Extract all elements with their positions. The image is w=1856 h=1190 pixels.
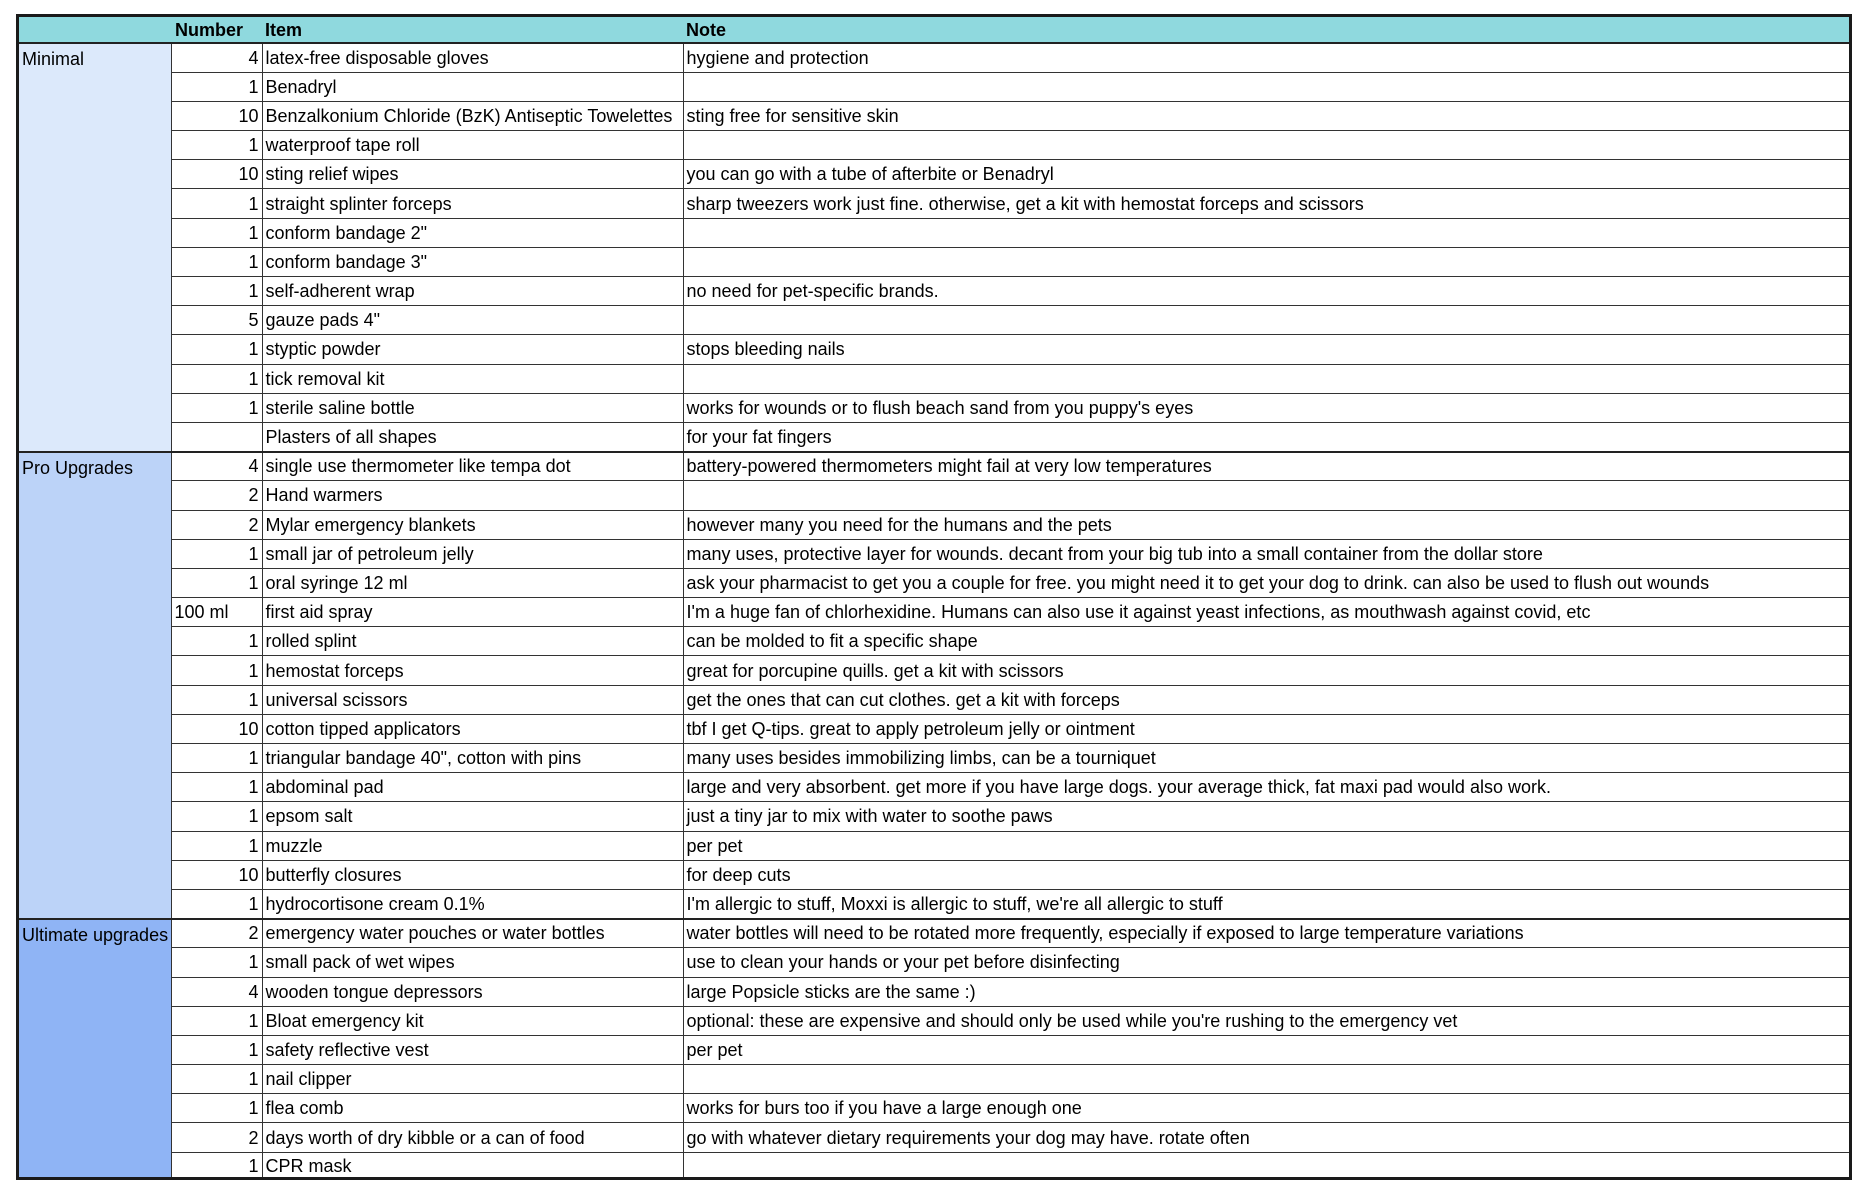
note-cell[interactable]: for your fat fingers (683, 422, 1849, 451)
note-cell[interactable]: per pet (683, 1035, 1849, 1064)
item-cell[interactable]: sterile saline bottle (262, 393, 683, 422)
note-cell[interactable]: get the ones that can cut clothes. get a kit with forceps (683, 685, 1849, 714)
number-cell[interactable]: 1 (171, 539, 262, 568)
table-row (19, 714, 1849, 743)
number-cell[interactable]: 10 (171, 860, 262, 889)
number-cell[interactable]: 1 (171, 1065, 262, 1094)
item-cell[interactable]: flea comb (262, 1094, 683, 1123)
item-cell[interactable]: emergency water pouches or water bottles (262, 919, 683, 948)
number-cell[interactable]: 1 (171, 685, 262, 714)
number-cell[interactable]: 1 (171, 393, 262, 422)
table-row (19, 889, 1849, 918)
item-cell[interactable]: conform bandage 3" (262, 247, 683, 276)
number-cell[interactable]: 1 (171, 948, 262, 977)
note-cell[interactable]: many uses, protective layer for wounds. decant from your big tub into a small container from the dollar store (683, 539, 1849, 568)
item-cell[interactable]: conform bandage 2" (262, 218, 683, 247)
note-cell[interactable] (683, 364, 1849, 393)
item-cell[interactable]: Bloat emergency kit (262, 1006, 683, 1035)
table-row (19, 101, 1849, 130)
item-cell[interactable]: Mylar emergency blankets (262, 510, 683, 539)
table-row (19, 160, 1849, 189)
note-cell[interactable]: you can go with a tube of afterbite or Benadryl (683, 160, 1849, 189)
table-row (19, 1035, 1849, 1064)
note-cell[interactable]: sting free for sensitive skin (683, 101, 1849, 130)
number-cell[interactable]: 10 (171, 101, 262, 130)
note-cell[interactable]: sharp tweezers work just fine. otherwise, get a kit with hemostat forceps and scissors (683, 189, 1849, 218)
table-row (19, 977, 1849, 1006)
item-cell[interactable]: tick removal kit (262, 364, 683, 393)
table-row (19, 1152, 1849, 1180)
item-cell[interactable]: wooden tongue depressors (262, 977, 683, 1006)
number-cell[interactable]: 1 (171, 1152, 262, 1180)
table-row (19, 218, 1849, 247)
number-cell[interactable]: 4 (171, 43, 262, 72)
number-cell[interactable]: 1 (171, 1094, 262, 1123)
note-cell[interactable] (683, 1065, 1849, 1094)
note-cell[interactable] (683, 72, 1849, 101)
number-cell[interactable]: 4 (171, 452, 262, 481)
item-cell[interactable]: nail clipper (262, 1065, 683, 1094)
table-row (19, 393, 1849, 422)
spreadsheet (16, 14, 1852, 1180)
category-cell[interactable]: Minimal (19, 43, 171, 452)
number-cell[interactable]: 1 (171, 744, 262, 773)
item-cell[interactable]: butterfly closures (262, 860, 683, 889)
table-row (19, 452, 1849, 481)
note-cell[interactable]: large Popsicle sticks are the same :) (683, 977, 1849, 1006)
header-category[interactable] (19, 17, 171, 43)
table-row (19, 656, 1849, 685)
note-cell[interactable]: optional: these are expensive and should only be used while you're rushing to the emergency vet (683, 1006, 1849, 1035)
number-cell[interactable]: 1 (171, 802, 262, 831)
table-row (19, 43, 1849, 72)
table-row (19, 335, 1849, 364)
number-cell[interactable]: 1 (171, 568, 262, 597)
table-row (19, 539, 1849, 568)
table-row (19, 1123, 1849, 1152)
item-cell[interactable]: gauze pads 4" (262, 306, 683, 335)
note-cell[interactable] (683, 131, 1849, 160)
note-cell[interactable]: battery-powered thermometers might fail at very low temperatures (683, 452, 1849, 481)
table-row (19, 860, 1849, 889)
header-item[interactable]: Item (262, 17, 683, 43)
item-cell[interactable]: small pack of wet wipes (262, 948, 683, 977)
item-cell[interactable]: small jar of petroleum jelly (262, 539, 683, 568)
item-cell[interactable]: hydrocortisone cream 0.1% (262, 889, 683, 918)
number-cell[interactable]: 1 (171, 218, 262, 247)
item-cell[interactable]: epsom salt (262, 802, 683, 831)
item-cell[interactable]: rolled splint (262, 627, 683, 656)
table-row (19, 598, 1849, 627)
item-cell[interactable]: Hand warmers (262, 481, 683, 510)
item-cell[interactable]: Benadryl (262, 72, 683, 101)
table-row (19, 72, 1849, 101)
item-cell[interactable]: latex-free disposable gloves (262, 43, 683, 72)
note-cell[interactable]: hygiene and protection (683, 43, 1849, 72)
note-cell[interactable]: great for porcupine quills. get a kit with scissors (683, 656, 1849, 685)
number-cell[interactable]: 1 (171, 277, 262, 306)
number-cell[interactable]: 1 (171, 656, 262, 685)
number-cell[interactable]: 2 (171, 510, 262, 539)
item-cell[interactable]: Plasters of all shapes (262, 422, 683, 451)
table-row (19, 422, 1849, 451)
note-cell[interactable] (683, 1152, 1849, 1180)
number-cell[interactable]: 1 (171, 364, 262, 393)
number-cell[interactable]: 10 (171, 714, 262, 743)
note-cell[interactable] (683, 218, 1849, 247)
item-cell[interactable]: straight splinter forceps (262, 189, 683, 218)
number-cell[interactable]: 1 (171, 1006, 262, 1035)
item-cell[interactable]: triangular bandage 40", cotton with pins (262, 744, 683, 773)
item-cell[interactable]: hemostat forceps (262, 656, 683, 685)
header-number[interactable]: Number (171, 17, 262, 43)
number-cell[interactable]: 1 (171, 72, 262, 101)
note-cell[interactable]: no need for pet-specific brands. (683, 277, 1849, 306)
item-cell[interactable]: safety reflective vest (262, 1035, 683, 1064)
table-row (19, 364, 1849, 393)
note-cell[interactable]: just a tiny jar to mix with water to soothe paws (683, 802, 1849, 831)
number-cell[interactable]: 1 (171, 1035, 262, 1064)
number-cell[interactable]: 1 (171, 131, 262, 160)
note-cell[interactable]: stops bleeding nails (683, 335, 1849, 364)
number-cell[interactable] (171, 422, 262, 451)
table-row (19, 306, 1849, 335)
number-cell[interactable]: 2 (171, 481, 262, 510)
note-cell[interactable] (683, 306, 1849, 335)
table-row (19, 685, 1849, 714)
table-body (19, 43, 1849, 1180)
note-cell[interactable]: large and very absorbent. get more if you have large dogs. your average thick, fat maxi pad would also work. (683, 773, 1849, 802)
number-cell[interactable]: 2 (171, 1123, 262, 1152)
note-cell[interactable]: per pet (683, 831, 1849, 860)
note-cell[interactable]: many uses besides immobilizing limbs, can be a tourniquet (683, 744, 1849, 773)
table-row (19, 189, 1849, 218)
item-cell[interactable]: CPR mask (262, 1152, 683, 1180)
item-cell[interactable]: styptic powder (262, 335, 683, 364)
note-cell[interactable]: can be molded to fit a specific shape (683, 627, 1849, 656)
item-cell[interactable]: universal scissors (262, 685, 683, 714)
table-row (19, 1006, 1849, 1035)
table-row (19, 773, 1849, 802)
number-cell[interactable]: 4 (171, 977, 262, 1006)
table-row (19, 831, 1849, 860)
header-note[interactable]: Note (683, 17, 1849, 43)
number-cell[interactable]: 1 (171, 627, 262, 656)
note-cell[interactable]: tbf I get Q-tips. great to apply petroleum jelly or ointment (683, 714, 1849, 743)
first-aid-kit-table (19, 17, 1849, 1180)
item-cell[interactable]: single use thermometer like tempa dot (262, 452, 683, 481)
number-cell[interactable]: 10 (171, 160, 262, 189)
table-row (19, 568, 1849, 597)
note-cell[interactable]: water bottles will need to be rotated more frequently, especially if exposed to large temperature variations (683, 919, 1849, 948)
table-row (19, 948, 1849, 977)
number-cell[interactable]: 1 (171, 247, 262, 276)
number-cell[interactable]: 1 (171, 889, 262, 918)
table-row (19, 510, 1849, 539)
note-cell[interactable]: use to clean your hands or your pet before disinfecting (683, 948, 1849, 977)
item-cell[interactable]: oral syringe 12 ml (262, 568, 683, 597)
note-cell[interactable]: works for burs too if you have a large enough one (683, 1094, 1849, 1123)
table-row (19, 481, 1849, 510)
note-cell[interactable]: I'm a huge fan of chlorhexidine. Humans can also use it against yeast infections, as mouthwash against covid, etc (683, 598, 1849, 627)
note-cell[interactable]: for deep cuts (683, 860, 1849, 889)
item-cell[interactable]: abdominal pad (262, 773, 683, 802)
table-row (19, 802, 1849, 831)
table-row (19, 1065, 1849, 1094)
note-cell[interactable]: works for wounds or to flush beach sand from you puppy's eyes (683, 393, 1849, 422)
item-cell[interactable]: first aid spray (262, 598, 683, 627)
number-cell[interactable]: 1 (171, 773, 262, 802)
item-cell[interactable]: Benzalkonium Chloride (BzK) Antiseptic Towelettes (262, 101, 683, 130)
item-cell[interactable]: self-adherent wrap (262, 277, 683, 306)
table-row (19, 131, 1849, 160)
note-cell[interactable]: go with whatever dietary requirements your dog may have. rotate often (683, 1123, 1849, 1152)
note-cell[interactable]: I'm allergic to stuff, Moxxi is allergic to stuff, we're all allergic to stuff (683, 889, 1849, 918)
table-row (19, 919, 1849, 948)
table-row (19, 744, 1849, 773)
note-cell[interactable] (683, 481, 1849, 510)
table-row (19, 247, 1849, 276)
note-cell[interactable] (683, 247, 1849, 276)
number-cell[interactable]: 1 (171, 189, 262, 218)
table-row (19, 1094, 1849, 1123)
number-cell[interactable]: 1 (171, 335, 262, 364)
number-cell[interactable]: 100 ml (171, 598, 262, 627)
number-cell[interactable]: 5 (171, 306, 262, 335)
number-cell[interactable]: 1 (171, 831, 262, 860)
table-row (19, 627, 1849, 656)
item-cell[interactable]: sting relief wipes (262, 160, 683, 189)
item-cell[interactable]: waterproof tape roll (262, 131, 683, 160)
note-cell[interactable]: however many you need for the humans and the pets (683, 510, 1849, 539)
category-cell[interactable]: Ultimate upgrades (19, 919, 171, 1180)
item-cell[interactable]: days worth of dry kibble or a can of food (262, 1123, 683, 1152)
note-cell[interactable]: ask your pharmacist to get you a couple for free. you might need it to get your dog to drink. can also be used to flush out wounds (683, 568, 1849, 597)
header-row (19, 17, 1849, 43)
category-cell[interactable]: Pro Upgrades (19, 452, 171, 919)
table-row (19, 277, 1849, 306)
number-cell[interactable]: 2 (171, 919, 262, 948)
item-cell[interactable]: muzzle (262, 831, 683, 860)
item-cell[interactable]: cotton tipped applicators (262, 714, 683, 743)
